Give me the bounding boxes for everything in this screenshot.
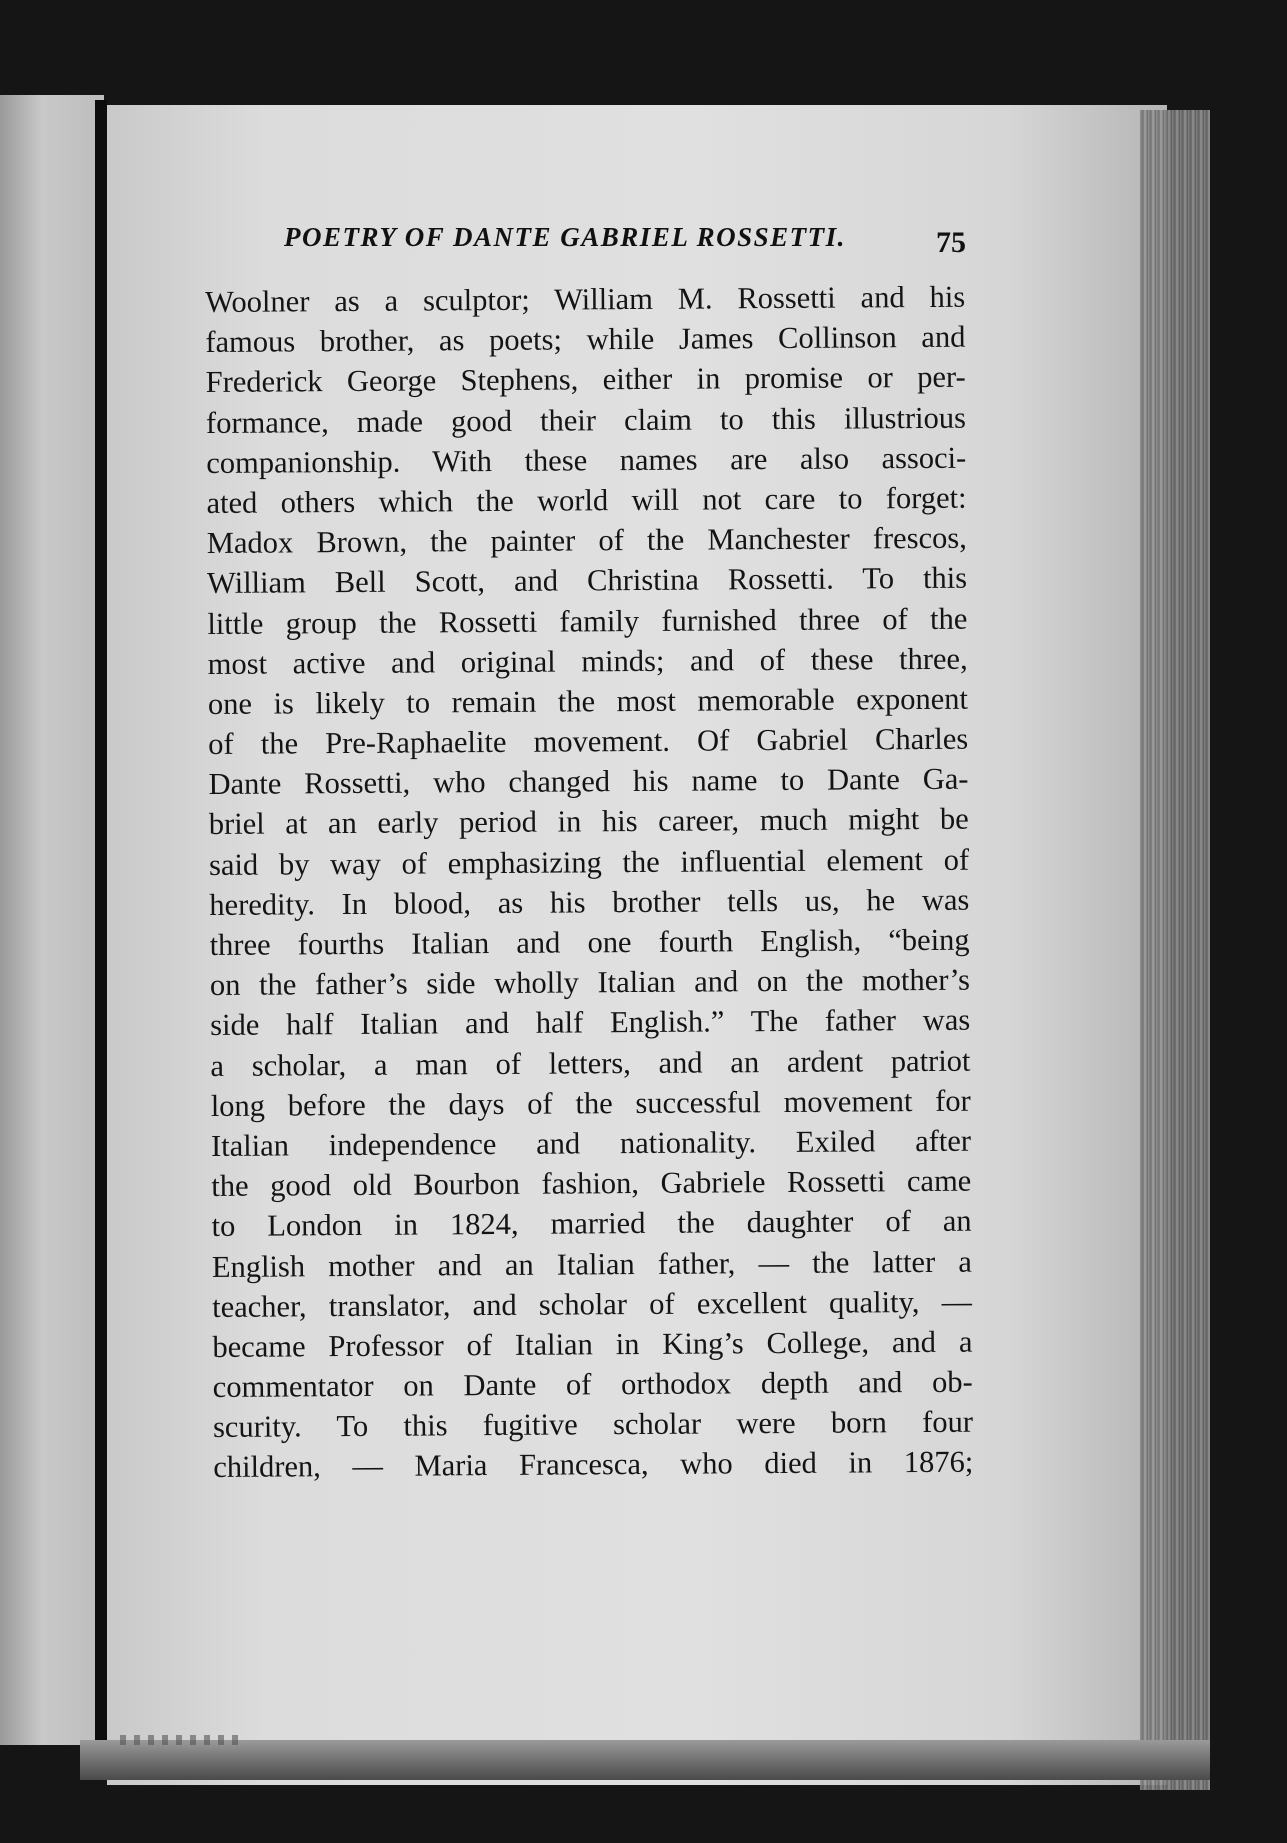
text-line: ated others which the world will not care to forget: [206,480,967,520]
text-line: Woolner as a sculptor; William M. Rossetti and his [205,279,966,319]
text-line: Madox Brown, the painter of the Manchester frescos, [206,520,967,561]
print-specks [120,1735,240,1745]
text-line: formance, made good their claim to this illustrious [205,400,967,440]
page-fore-edge [1140,110,1210,1790]
text-line: a scholar, a man of letters, and an ardent patriot [210,1043,971,1083]
text-line: Frederick George Stephens, either in promise or per- [205,360,966,400]
text-line: three fourths Italian and one fourth English, “being [209,922,970,962]
text-line: to London in 1824, married the daughter of an [211,1203,972,1244]
text-line: Italian independence and nationality. Exiled after [210,1123,972,1163]
text-line: said by way of emphasizing the influential element of [208,842,970,882]
text-line: companionship. With these names are also associ- [206,440,967,480]
text-line: scurity. To this fugitive scholar were born four [212,1404,974,1445]
running-head [284,222,984,262]
text-line: of the Pre-Raphaelite movement. Of Gabriel Charles [208,721,969,762]
text-line: William Bell Scott, and Christina Rossetti. To this [206,560,968,601]
text-line: most active and original minds; and of these three, [207,641,968,681]
text-line: the good old Bourbon fashion, Gabriele Rossetti came [211,1163,972,1204]
page-bottom-shadow [80,1740,1210,1780]
running-title: POETRY OF DANTE GABRIEL ROSSETTI. [284,222,846,252]
text-line: heredity. In blood, as his brother tells us, he was [209,882,970,922]
text-line: little group the Rossetti family furnished three of the [207,601,968,641]
text-line: long before the days of the successful movement for [210,1083,971,1123]
text-line: English mother and an Italian father, — the latter a [211,1244,972,1284]
text-line: children, — Maria Francesca, who died in 1876; [213,1445,974,1485]
text-line: Dante Rossetti, who changed his name to Dante Ga- [208,761,969,802]
text-line: side half Italian and half English.” The father was [210,1003,971,1043]
book-gutter [95,100,107,1760]
previous-page-edge [0,95,104,1745]
text-line: became Professor of Italian in King’s College, and a [212,1324,973,1364]
text-line: teacher, translator, and scholar of excellent quality, — [212,1284,973,1324]
body-text [205,277,973,1488]
text-line: on the father’s side wholly Italian and on the mother’s [209,962,971,1003]
text-line: famous brother, as poets; while James Collinson and [205,319,966,360]
text-line: commentator on Dante of orthodox depth and ob- [212,1364,973,1405]
text-line: one is likely to remain the most memorable exponent [207,681,969,721]
text-line: briel at an early period in his career, much might be [208,802,969,842]
page-number: 75 [936,226,966,259]
